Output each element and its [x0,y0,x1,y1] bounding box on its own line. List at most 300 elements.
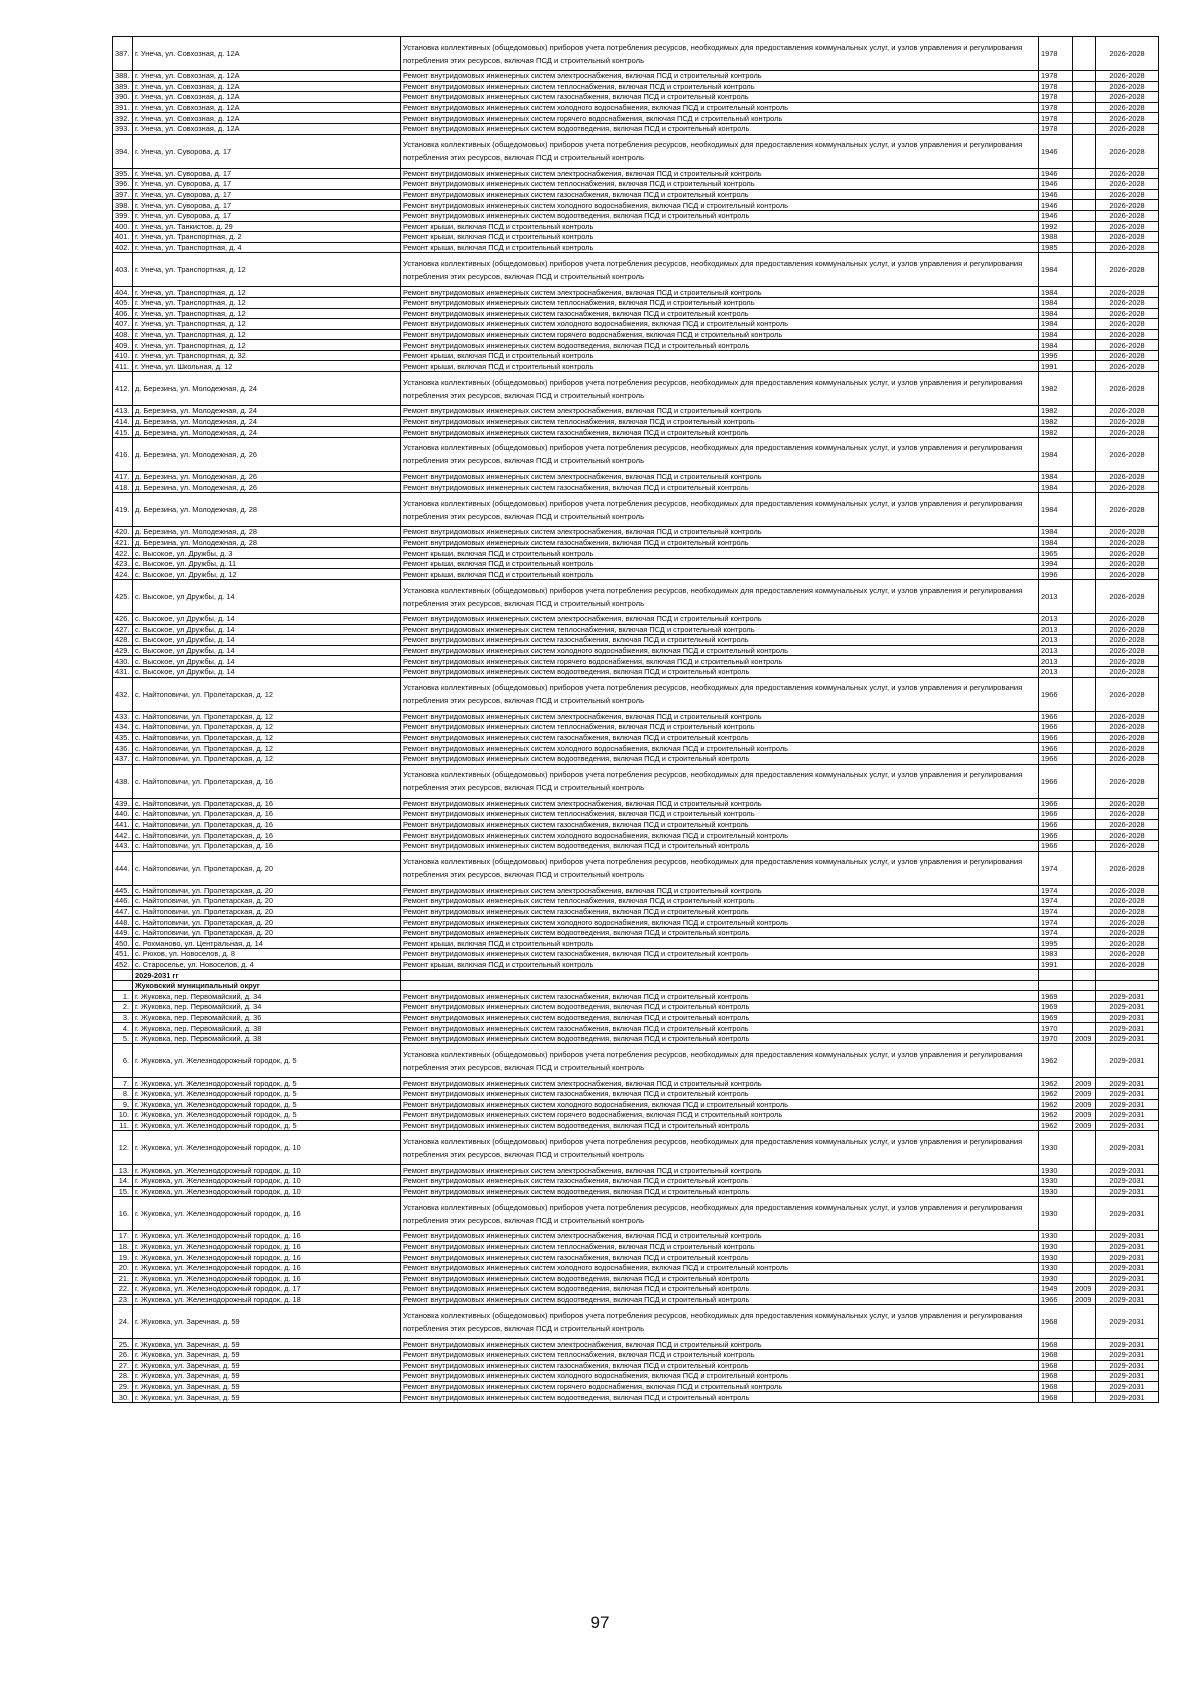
row-number-cell: 414. [113,416,133,427]
address-cell: д. Березина, ул. Молодежная, д. 24 [133,427,401,438]
planned-period-cell: 2026-2028 [1096,809,1159,820]
work-type-cell: Ремонт внутридомовых инженерных систем водоотведения, включая ПСД и строительный контроль [401,1120,1039,1131]
previous-repair-year-cell [1073,753,1096,764]
previous-repair-year-cell [1073,1012,1096,1023]
row-number-cell: 431. [113,666,133,677]
address-cell: г. Жуковка, ул. Заречная, д. 59 [133,1392,401,1403]
planned-period-cell: 2026-2028 [1096,113,1159,124]
previous-repair-year-cell [1073,253,1096,287]
build-year-cell: 1968 [1039,1392,1073,1403]
table-row [113,210,1159,221]
table-row [113,168,1159,179]
table-row [113,537,1159,548]
previous-repair-year-cell [1073,949,1096,960]
table-row [113,1078,1159,1089]
row-number-cell: 424. [113,569,133,580]
build-year-cell: 1968 [1039,1305,1073,1339]
work-type-cell: Ремонт внутридомовых инженерных систем водоотведения, включая ПСД и строительный контроль [401,1002,1039,1013]
table-row [113,361,1159,372]
build-year-cell: 2013 [1039,666,1073,677]
previous-repair-year-cell [1073,71,1096,82]
work-type-cell: Ремонт внутридомовых инженерных систем теплоснабжения, включая ПСД и строительный контроль [401,722,1039,733]
planned-period-cell: 2026-2028 [1096,168,1159,179]
row-number-cell: 19. [113,1252,133,1263]
table-row [113,1231,1159,1242]
build-year-cell: 1984 [1039,437,1073,471]
build-year-cell: 1985 [1039,242,1073,253]
address-cell: г. Унеча, ул. Совхозная, д. 12А [133,123,401,134]
row-number-cell: 5. [113,1033,133,1044]
previous-repair-year-cell: 2009 [1073,1120,1096,1131]
row-number-cell: 28. [113,1371,133,1382]
build-year-cell: 1966 [1039,840,1073,851]
previous-repair-year-cell [1073,645,1096,656]
previous-repair-year-cell [1073,200,1096,211]
planned-period-cell: 2026-2028 [1096,798,1159,809]
address-cell: г. Унеча, ул. Транспортная, д. 12 [133,329,401,340]
table-row [113,1012,1159,1023]
build-year-cell: 1974 [1039,917,1073,928]
page-number: 97 [590,1613,610,1632]
build-year-cell: 1946 [1039,179,1073,190]
table-row [113,743,1159,754]
work-type-cell: Ремонт внутридомовых инженерных систем горячего водоснабжения, включая ПСД и строительный контроль [401,113,1039,124]
previous-repair-year-cell [1073,896,1096,907]
planned-period-cell: 2029-2031 [1096,991,1159,1002]
district-header: Жуковский муниципальный округ [133,980,401,991]
work-type-cell: Ремонт внутридомовых инженерных систем водоотведения, включая ПСД и строительный контроль [401,210,1039,221]
address-cell: г. Жуковка, ул. Заречная, д. 59 [133,1339,401,1350]
table-row [113,830,1159,841]
work-type-cell: Ремонт внутридомовых инженерных систем электроснабжения, включая ПСД и строительный контроль [401,1231,1039,1242]
row-number-cell: 448. [113,917,133,928]
table-row [113,482,1159,493]
table-row [113,1002,1159,1013]
row-number-cell: 438. [113,764,133,798]
section-headers [113,970,1159,991]
row-number-cell: 415. [113,427,133,438]
work-type-cell: Ремонт внутридомовых инженерных систем водоотведения, включая ПСД и строительный контроль [401,1033,1039,1044]
table-row [113,1044,1159,1078]
work-type-cell: Ремонт внутридомовых инженерных систем электроснабжения, включая ПСД и строительный контроль [401,406,1039,417]
table-row [113,406,1159,417]
address-cell: с. Высокое, ул. Дружбы, д. 3 [133,548,401,559]
row-number-cell: 439. [113,798,133,809]
row-number-cell: 394. [113,134,133,168]
build-year-cell: 1974 [1039,906,1073,917]
table-row [113,885,1159,896]
build-year-cell: 1930 [1039,1273,1073,1284]
previous-repair-year-cell [1073,372,1096,406]
address-cell: г. Жуковка, ул. Железнодорожный городок, д. 5 [133,1099,401,1110]
planned-period-cell: 2026-2028 [1096,437,1159,471]
planned-period-cell: 2026-2028 [1096,624,1159,635]
row-number-cell: 408. [113,329,133,340]
planned-period-cell: 2026-2028 [1096,329,1159,340]
work-type-cell: Ремонт внутридомовых инженерных систем водоотведения, включая ПСД и строительный контроль [401,753,1039,764]
address-cell: с. Найтоповичи, ул. Пролетарская, д. 16 [133,830,401,841]
planned-period-cell: 2026-2028 [1096,308,1159,319]
address-cell: г. Жуковка, ул. Железнодорожный городок, д. 5 [133,1089,401,1100]
table-row [113,1262,1159,1273]
address-cell: г. Жуковка, ул. Железнодорожный городок, д. 10 [133,1175,401,1186]
previous-repair-year-cell [1073,482,1096,493]
work-type-cell: Ремонт крыши, включая ПСД и строительный контроль [401,558,1039,569]
planned-period-cell: 2026-2028 [1096,666,1159,677]
previous-repair-year-cell: 2009 [1073,1284,1096,1295]
address-cell: г. Унеча, ул. Суворова, д. 17 [133,134,401,168]
table-row [113,1131,1159,1165]
planned-period-cell: 2026-2028 [1096,949,1159,960]
work-type-cell: Ремонт крыши, включая ПСД и строительный контроль [401,242,1039,253]
row-number-cell: 18. [113,1241,133,1252]
previous-repair-year-cell [1073,711,1096,722]
planned-period-cell: 2026-2028 [1096,819,1159,830]
previous-repair-year-cell [1073,1305,1096,1339]
work-type-cell: Ремонт внутридомовых инженерных систем водоотведения, включая ПСД и строительный контроль [401,123,1039,134]
work-type-cell: Ремонт внутридомовых инженерных систем водоотведения, включая ПСД и строительный контроль [401,1294,1039,1305]
address-cell: с. Найтоповичи, ул. Пролетарская, д. 20 [133,927,401,938]
row-number-cell: 437. [113,753,133,764]
row-number-cell: 6. [113,1044,133,1078]
work-type-cell: Ремонт внутридомовых инженерных систем теплоснабжения, включая ПСД и строительный контроль [401,297,1039,308]
work-type-cell: Ремонт внутридомовых инженерных систем электроснабжения, включая ПСД и строительный контроль [401,471,1039,482]
previous-repair-year-cell [1073,189,1096,200]
planned-period-cell: 2029-2031 [1096,1131,1159,1165]
row-number-cell: 15. [113,1186,133,1197]
work-type-cell: Ремонт внутридомовых инженерных систем теплоснабжения, включая ПСД и строительный контроль [401,416,1039,427]
build-year-cell: 1984 [1039,340,1073,351]
row-number-cell: 389. [113,81,133,92]
row-number-cell: 430. [113,656,133,667]
build-year-cell: 1946 [1039,210,1073,221]
previous-repair-year-cell [1073,242,1096,253]
work-type-cell: Ремонт внутридомовых инженерных систем водоотведения, включая ПСД и строительный контроль [401,927,1039,938]
planned-period-cell: 2029-2031 [1096,1371,1159,1382]
address-cell: г. Унеча, ул. Танкистов, д. 29 [133,221,401,232]
build-year-cell: 2013 [1039,656,1073,667]
work-type-cell: Установка коллективных (общедомовых) приборов учета потребления ресурсов, необходимых для предоставления коммунальных услуг, и узлов управления и регулирования потребления этих ресурсов, включая ПСД и строительный контроль [401,851,1039,885]
planned-period-cell: 2026-2028 [1096,927,1159,938]
address-cell: с. Найтоповичи, ул. Пролетарская, д. 12 [133,677,401,711]
row-number-cell: 1. [113,991,133,1002]
work-type-cell: Ремонт внутридомовых инженерных систем газоснабжения, включая ПСД и строительный контроль [401,1360,1039,1371]
previous-repair-year-cell [1073,1381,1096,1392]
work-type-cell: Ремонт внутридомовых инженерных систем газоснабжения, включая ПСД и строительный контроль [401,1089,1039,1100]
row-number-cell: 428. [113,635,133,646]
table-row [113,71,1159,82]
previous-repair-year-cell [1073,297,1096,308]
build-year-cell: 1969 [1039,1002,1073,1013]
planned-period-cell: 2029-2031 [1096,1381,1159,1392]
build-year-cell: 1984 [1039,287,1073,298]
work-type-cell: Ремонт крыши, включая ПСД и строительный контроль [401,232,1039,243]
previous-repair-year-cell [1073,580,1096,614]
row-number-cell: 412. [113,372,133,406]
build-year-cell: 1969 [1039,1012,1073,1023]
address-cell: с. Найтоповичи, ул. Пролетарская, д. 16 [133,809,401,820]
build-year-cell: 2013 [1039,624,1073,635]
row-number-cell: 25. [113,1339,133,1350]
row-number-cell: 392. [113,113,133,124]
planned-period-cell: 2026-2028 [1096,635,1159,646]
address-cell: с. Найтоповичи, ул. Пролетарская, д. 12 [133,753,401,764]
planned-period-cell: 2026-2028 [1096,656,1159,667]
build-year-cell: 1946 [1039,168,1073,179]
address-cell: г. Жуковка, ул. Железнодорожный городок, д. 16 [133,1231,401,1242]
address-cell: с. Найтоповичи, ул. Пролетарская, д. 16 [133,798,401,809]
previous-repair-year-cell [1073,917,1096,928]
table-row [113,287,1159,298]
previous-repair-year-cell [1073,210,1096,221]
address-cell: г. Жуковка, ул. Железнодорожный городок, д. 18 [133,1294,401,1305]
table-row [113,1186,1159,1197]
row-number-cell: 400. [113,221,133,232]
address-cell: г. Унеча, ул. Совхозная, д. 12А [133,37,401,71]
previous-repair-year-cell [1073,113,1096,124]
build-year-cell: 1984 [1039,493,1073,527]
previous-repair-year-cell [1073,819,1096,830]
previous-repair-year-cell [1073,319,1096,330]
work-type-cell: Ремонт внутридомовых инженерных систем холодного водоснабжения, включая ПСД и строительный контроль [401,917,1039,928]
address-cell: г. Жуковка, ул. Железнодорожный городок, д. 16 [133,1273,401,1284]
address-cell: д. Березина, ул. Молодежная, д. 28 [133,537,401,548]
address-cell: г. Унеча, ул. Совхозная, д. 12А [133,71,401,82]
work-type-cell: Ремонт внутридомовых инженерных систем водоотведения, включая ПСД и строительный контроль [401,1392,1039,1403]
address-cell: г. Жуковка, пер. Первомайский, д. 36 [133,1012,401,1023]
work-type-cell: Ремонт внутридомовых инженерных систем водоотведения, включая ПСД и строительный контроль [401,1186,1039,1197]
previous-repair-year-cell [1073,1339,1096,1350]
previous-repair-year-cell [1073,569,1096,580]
row-number-cell: 406. [113,308,133,319]
previous-repair-year-cell [1073,991,1096,1002]
row-number-cell: 396. [113,179,133,190]
work-type-cell: Ремонт крыши, включая ПСД и строительный контроль [401,361,1039,372]
planned-period-cell: 2026-2028 [1096,722,1159,733]
previous-repair-year-cell: 2009 [1073,1110,1096,1121]
table-row [113,938,1159,949]
build-year-cell: 1966 [1039,677,1073,711]
work-type-cell: Ремонт крыши, включая ПСД и строительный контроль [401,938,1039,949]
previous-repair-year-cell [1073,493,1096,527]
build-year-cell: 2013 [1039,580,1073,614]
address-cell: г. Жуковка, ул. Заречная, д. 59 [133,1305,401,1339]
planned-period-cell: 2029-2031 [1096,1273,1159,1284]
build-year-cell: 1974 [1039,885,1073,896]
build-year-cell: 1991 [1039,361,1073,372]
planned-period-cell: 2026-2028 [1096,840,1159,851]
previous-repair-year-cell [1073,743,1096,754]
address-cell: с. Найтоповичи, ул. Пролетарская, д. 16 [133,819,401,830]
previous-repair-year-cell [1073,722,1096,733]
address-cell: г. Унеча, ул. Транспортная, д. 4 [133,242,401,253]
table-row [113,635,1159,646]
work-type-cell: Установка коллективных (общедомовых) приборов учета потребления ресурсов, необходимых для предоставления коммунальных услуг, и узлов управления и регулирования потребления этих ресурсов, включая ПСД и строительный контроль [401,253,1039,287]
previous-repair-year-cell [1073,830,1096,841]
address-cell: г. Унеча, ул. Совхозная, д. 12А [133,102,401,113]
work-type-cell: Ремонт внутридомовых инженерных систем водоотведения, включая ПСД и строительный контроль [401,1012,1039,1023]
address-cell: д. Березина, ул. Молодежная, д. 26 [133,471,401,482]
build-year-cell: 1988 [1039,232,1073,243]
row-number-cell: 404. [113,287,133,298]
previous-repair-year-cell [1073,764,1096,798]
address-cell: г. Жуковка, ул. Железнодорожный городок, д. 5 [133,1044,401,1078]
row-number-cell: 4. [113,1023,133,1034]
row-number-cell: 435. [113,732,133,743]
work-type-cell: Ремонт внутридомовых инженерных систем холодного водоснабжения, включая ПСД и строительный контроль [401,1262,1039,1273]
address-cell: с. Рохманово, ул. Центральная, д. 14 [133,938,401,949]
table-row [113,253,1159,287]
planned-period-cell: 2026-2028 [1096,527,1159,538]
row-number-cell: 16. [113,1197,133,1231]
address-cell: д. Березина, ул. Молодежная, д. 24 [133,372,401,406]
row-number-cell: 21. [113,1273,133,1284]
row-number-cell: 445. [113,885,133,896]
work-type-cell: Ремонт внутридомовых инженерных систем холодного водоснабжения, включая ПСД и строительный контроль [401,200,1039,211]
previous-repair-year-cell [1073,232,1096,243]
table-row [113,764,1159,798]
table-row [113,527,1159,538]
planned-period-cell: 2026-2028 [1096,81,1159,92]
planned-period-cell: 2029-2031 [1096,1197,1159,1231]
address-cell: г. Унеча, ул. Транспортная, д. 12 [133,253,401,287]
work-type-cell: Установка коллективных (общедомовых) приборов учета потребления ресурсов, необходимых для предоставления коммунальных услуг, и узлов управления и регулирования потребления этих ресурсов, включая ПСД и строительный контроль [401,372,1039,406]
table-row [113,917,1159,928]
address-cell: г. Унеча, ул. Транспортная, д. 12 [133,287,401,298]
work-type-cell: Ремонт внутридомовых инженерных систем газоснабжения, включая ПСД и строительный контроль [401,427,1039,438]
planned-period-cell: 2029-2031 [1096,1033,1159,1044]
build-year-cell: 1978 [1039,123,1073,134]
build-year-cell: 1966 [1039,819,1073,830]
build-year-cell: 1984 [1039,537,1073,548]
build-year-cell: 1978 [1039,102,1073,113]
table-row [113,1165,1159,1176]
table-row [113,1305,1159,1339]
build-year-cell: 1983 [1039,949,1073,960]
build-year-cell: 1962 [1039,1099,1073,1110]
planned-period-cell: 2026-2028 [1096,92,1159,103]
address-cell: с. Высокое, ул Дружбы, д. 14 [133,635,401,646]
planned-period-cell: 2026-2028 [1096,580,1159,614]
previous-repair-year-cell [1073,329,1096,340]
table-row [113,548,1159,559]
previous-repair-year-cell [1073,179,1096,190]
build-year-cell: 2013 [1039,645,1073,656]
address-cell: г. Унеча, ул. Транспортная, д. 12 [133,319,401,330]
planned-period-cell: 2026-2028 [1096,123,1159,134]
planned-period-cell: 2026-2028 [1096,179,1159,190]
row-number-cell: 2. [113,1002,133,1013]
build-year-cell: 1984 [1039,297,1073,308]
table-row [113,959,1159,970]
previous-repair-year-cell [1073,677,1096,711]
planned-period-cell: 2026-2028 [1096,471,1159,482]
row-number-cell: 407. [113,319,133,330]
planned-period-cell: 2026-2028 [1096,287,1159,298]
planned-period-cell: 2026-2028 [1096,189,1159,200]
work-type-cell: Установка коллективных (общедомовых) приборов учета потребления ресурсов, необходимых для предоставления коммунальных услуг, и узлов управления и регулирования потребления этих ресурсов, включая ПСД и строительный контроль [401,134,1039,168]
row-number-cell: 444. [113,851,133,885]
table-row [113,580,1159,614]
row-number-cell: 23. [113,1294,133,1305]
build-year-cell: 1930 [1039,1131,1073,1165]
previous-repair-year-cell [1073,361,1096,372]
table-row [113,37,1159,71]
planned-period-cell: 2026-2028 [1096,537,1159,548]
table-row [113,297,1159,308]
row-number-cell: 452. [113,959,133,970]
address-cell: с. Найтоповичи, ул. Пролетарская, д. 20 [133,896,401,907]
work-type-cell: Установка коллективных (общедомовых) приборов учета потребления ресурсов, необходимых для предоставления коммунальных услуг, и узлов управления и регулирования потребления этих ресурсов, включая ПСД и строительный контроль [401,493,1039,527]
address-cell: г. Жуковка, ул. Заречная, д. 59 [133,1381,401,1392]
planned-period-cell: 2026-2028 [1096,319,1159,330]
row-number-cell: 432. [113,677,133,711]
build-year-cell: 1984 [1039,471,1073,482]
row-number-cell: 390. [113,92,133,103]
address-cell: г. Жуковка, ул. Железнодорожный городок, д. 5 [133,1110,401,1121]
row-number-cell: 434. [113,722,133,733]
build-year-cell: 1968 [1039,1371,1073,1382]
build-year-cell: 1978 [1039,37,1073,71]
planned-period-cell: 2029-2031 [1096,1175,1159,1186]
planned-period-cell: 2026-2028 [1096,200,1159,211]
planned-period-cell: 2026-2028 [1096,764,1159,798]
previous-repair-year-cell [1073,1262,1096,1273]
planned-period-cell: 2029-2031 [1096,1339,1159,1350]
table-row [113,471,1159,482]
build-year-cell: 1966 [1039,809,1073,820]
build-year-cell: 1992 [1039,221,1073,232]
previous-repair-year-cell: 2009 [1073,1089,1096,1100]
table-row [113,1110,1159,1121]
row-number-cell: 442. [113,830,133,841]
planned-period-cell: 2026-2028 [1096,406,1159,417]
row-number-cell: 17. [113,1231,133,1242]
table-row [113,134,1159,168]
row-number-cell: 398. [113,200,133,211]
work-type-cell: Ремонт внутридомовых инженерных систем газоснабжения, включая ПСД и строительный контроль [401,635,1039,646]
table-row [113,1371,1159,1382]
address-cell: г. Унеча, ул. Совхозная, д. 12А [133,92,401,103]
row-number-cell: 20. [113,1262,133,1273]
work-type-cell: Ремонт внутридомовых инженерных систем электроснабжения, включая ПСД и строительный контроль [401,1165,1039,1176]
work-type-cell: Ремонт внутридомовых инженерных систем газоснабжения, включая ПСД и строительный контроль [401,308,1039,319]
row-number-cell: 26. [113,1349,133,1360]
table-row [113,677,1159,711]
work-type-cell: Ремонт внутридомовых инженерных систем водоотведения, включая ПСД и строительный контроль [401,666,1039,677]
planned-period-cell: 2026-2028 [1096,232,1159,243]
table-row [113,1023,1159,1034]
build-year-cell: 1949 [1039,1284,1073,1295]
table-row [113,81,1159,92]
planned-period-cell: 2029-2031 [1096,1262,1159,1273]
work-type-cell: Ремонт внутридомовых инженерных систем холодного водоснабжения, включая ПСД и строительный контроль [401,1099,1039,1110]
work-type-cell: Ремонт внутридомовых инженерных систем теплоснабжения, включая ПСД и строительный контроль [401,179,1039,190]
planned-period-cell: 2026-2028 [1096,614,1159,625]
build-year-cell: 1966 [1039,711,1073,722]
planned-period-cell: 2026-2028 [1096,340,1159,351]
planned-period-cell: 2026-2028 [1096,242,1159,253]
build-year-cell: 1930 [1039,1241,1073,1252]
build-year-cell: 1982 [1039,406,1073,417]
work-type-cell: Ремонт крыши, включая ПСД и строительный контроль [401,221,1039,232]
table-row [113,1241,1159,1252]
address-cell: г. Жуковка, пер. Первомайский, д. 38 [133,1023,401,1034]
planned-period-cell: 2029-2031 [1096,1089,1159,1100]
table-row [113,437,1159,471]
table-row [113,840,1159,851]
address-cell: г. Жуковка, ул. Железнодорожный городок, д. 16 [133,1197,401,1231]
